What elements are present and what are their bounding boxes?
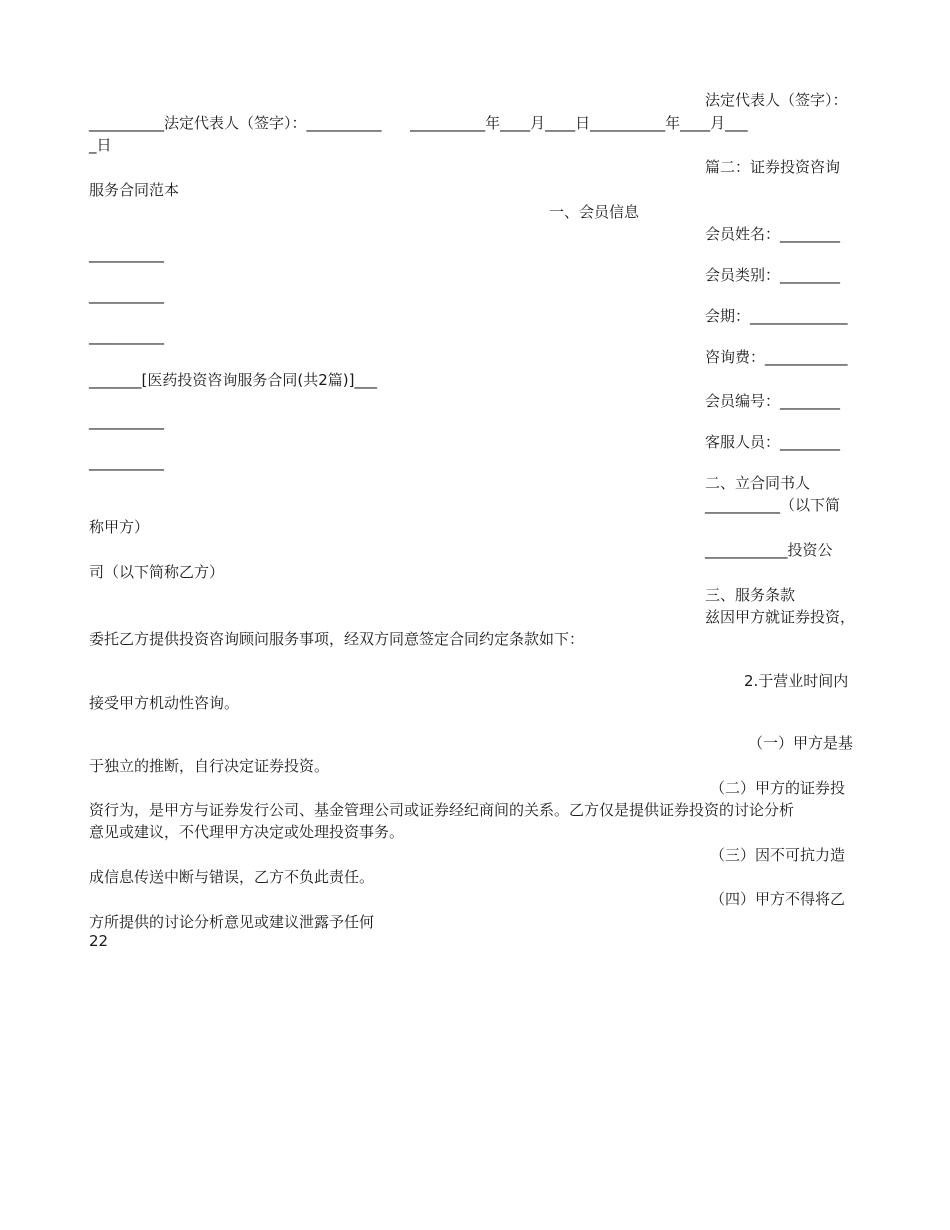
- clause-2: （二）甲方的证券投: [710, 779, 846, 797]
- signature-row-continued: _日: [89, 136, 112, 154]
- member-type-field: 会员类别：________: [705, 266, 841, 284]
- clause-1-continued: 于独立的推断，自行决定证券投资。: [89, 757, 330, 775]
- terms-intro: 兹因甲方就证券投资，: [705, 608, 856, 626]
- section-heading-parties: 二、立合同书人: [705, 474, 811, 492]
- fee-field: 咨询费：___________: [705, 348, 848, 366]
- member-number-field: 会员编号：________: [705, 392, 841, 410]
- section-heading-member-info: 一、会员信息: [549, 203, 640, 221]
- party-a-line-continued: 称甲方）: [89, 518, 150, 536]
- underline-blank: __________: [89, 286, 164, 304]
- signature-label-top: 法定代表人（签字）：: [705, 91, 848, 109]
- terms-intro-continued: 委托乙方提供投资咨询顾问服务事项，经双方同意签定合同约定条款如下：: [89, 630, 585, 648]
- clause-3: （三）因不可抗力造: [710, 846, 846, 864]
- underline-blank: __________: [89, 412, 164, 430]
- contract-title-banner: _______[医药投资咨询服务合同(共2篇)]___: [89, 371, 377, 389]
- underline-blank: __________: [89, 245, 164, 263]
- clause-2-continued: 资行为，是甲方与证券发行公司、基金管理公司或证券经纪商间的关系。乙方仅是提供证券投资的讨论分析: [89, 801, 795, 819]
- service-staff-field: 客服人员：________: [705, 433, 841, 451]
- member-name-field: 会员姓名：________: [705, 225, 841, 243]
- party-b-line: ___________投资公: [705, 541, 833, 559]
- party-a-line: __________（以下简: [705, 496, 841, 514]
- clause-1: （一）甲方是基: [748, 734, 854, 752]
- clause-2-continued-2: 意见或建议，不代理甲方决定或处理投资事务。: [89, 823, 405, 841]
- clause-3-continued: 成信息传送中断与错误，乙方不负此责任。: [89, 868, 375, 886]
- party-b-line-continued: 司（以下简称乙方）: [89, 563, 225, 581]
- signature-row: __________法定代表人（签字）：__________ __________年____月____日__________年____月___: [89, 114, 748, 132]
- item-2: 2.于营业时间内: [744, 672, 849, 690]
- clause-4-continued: 方所提供的讨论分析意见或建议泄露予任何: [89, 913, 375, 931]
- underline-blank: __________: [89, 327, 164, 345]
- underline-blank: __________: [89, 453, 164, 471]
- page-number: 22: [89, 932, 109, 950]
- clause-4: （四）甲方不得将乙: [710, 890, 846, 908]
- item-2-continued: 接受甲方机动性咨询。: [89, 694, 240, 712]
- term-field: 会期：_____________: [705, 307, 848, 325]
- chapter-title-continued: 服务合同范本: [89, 181, 180, 199]
- chapter-title: 篇二：证券投资咨询: [705, 158, 841, 176]
- section-heading-terms: 三、服务条款: [705, 586, 796, 604]
